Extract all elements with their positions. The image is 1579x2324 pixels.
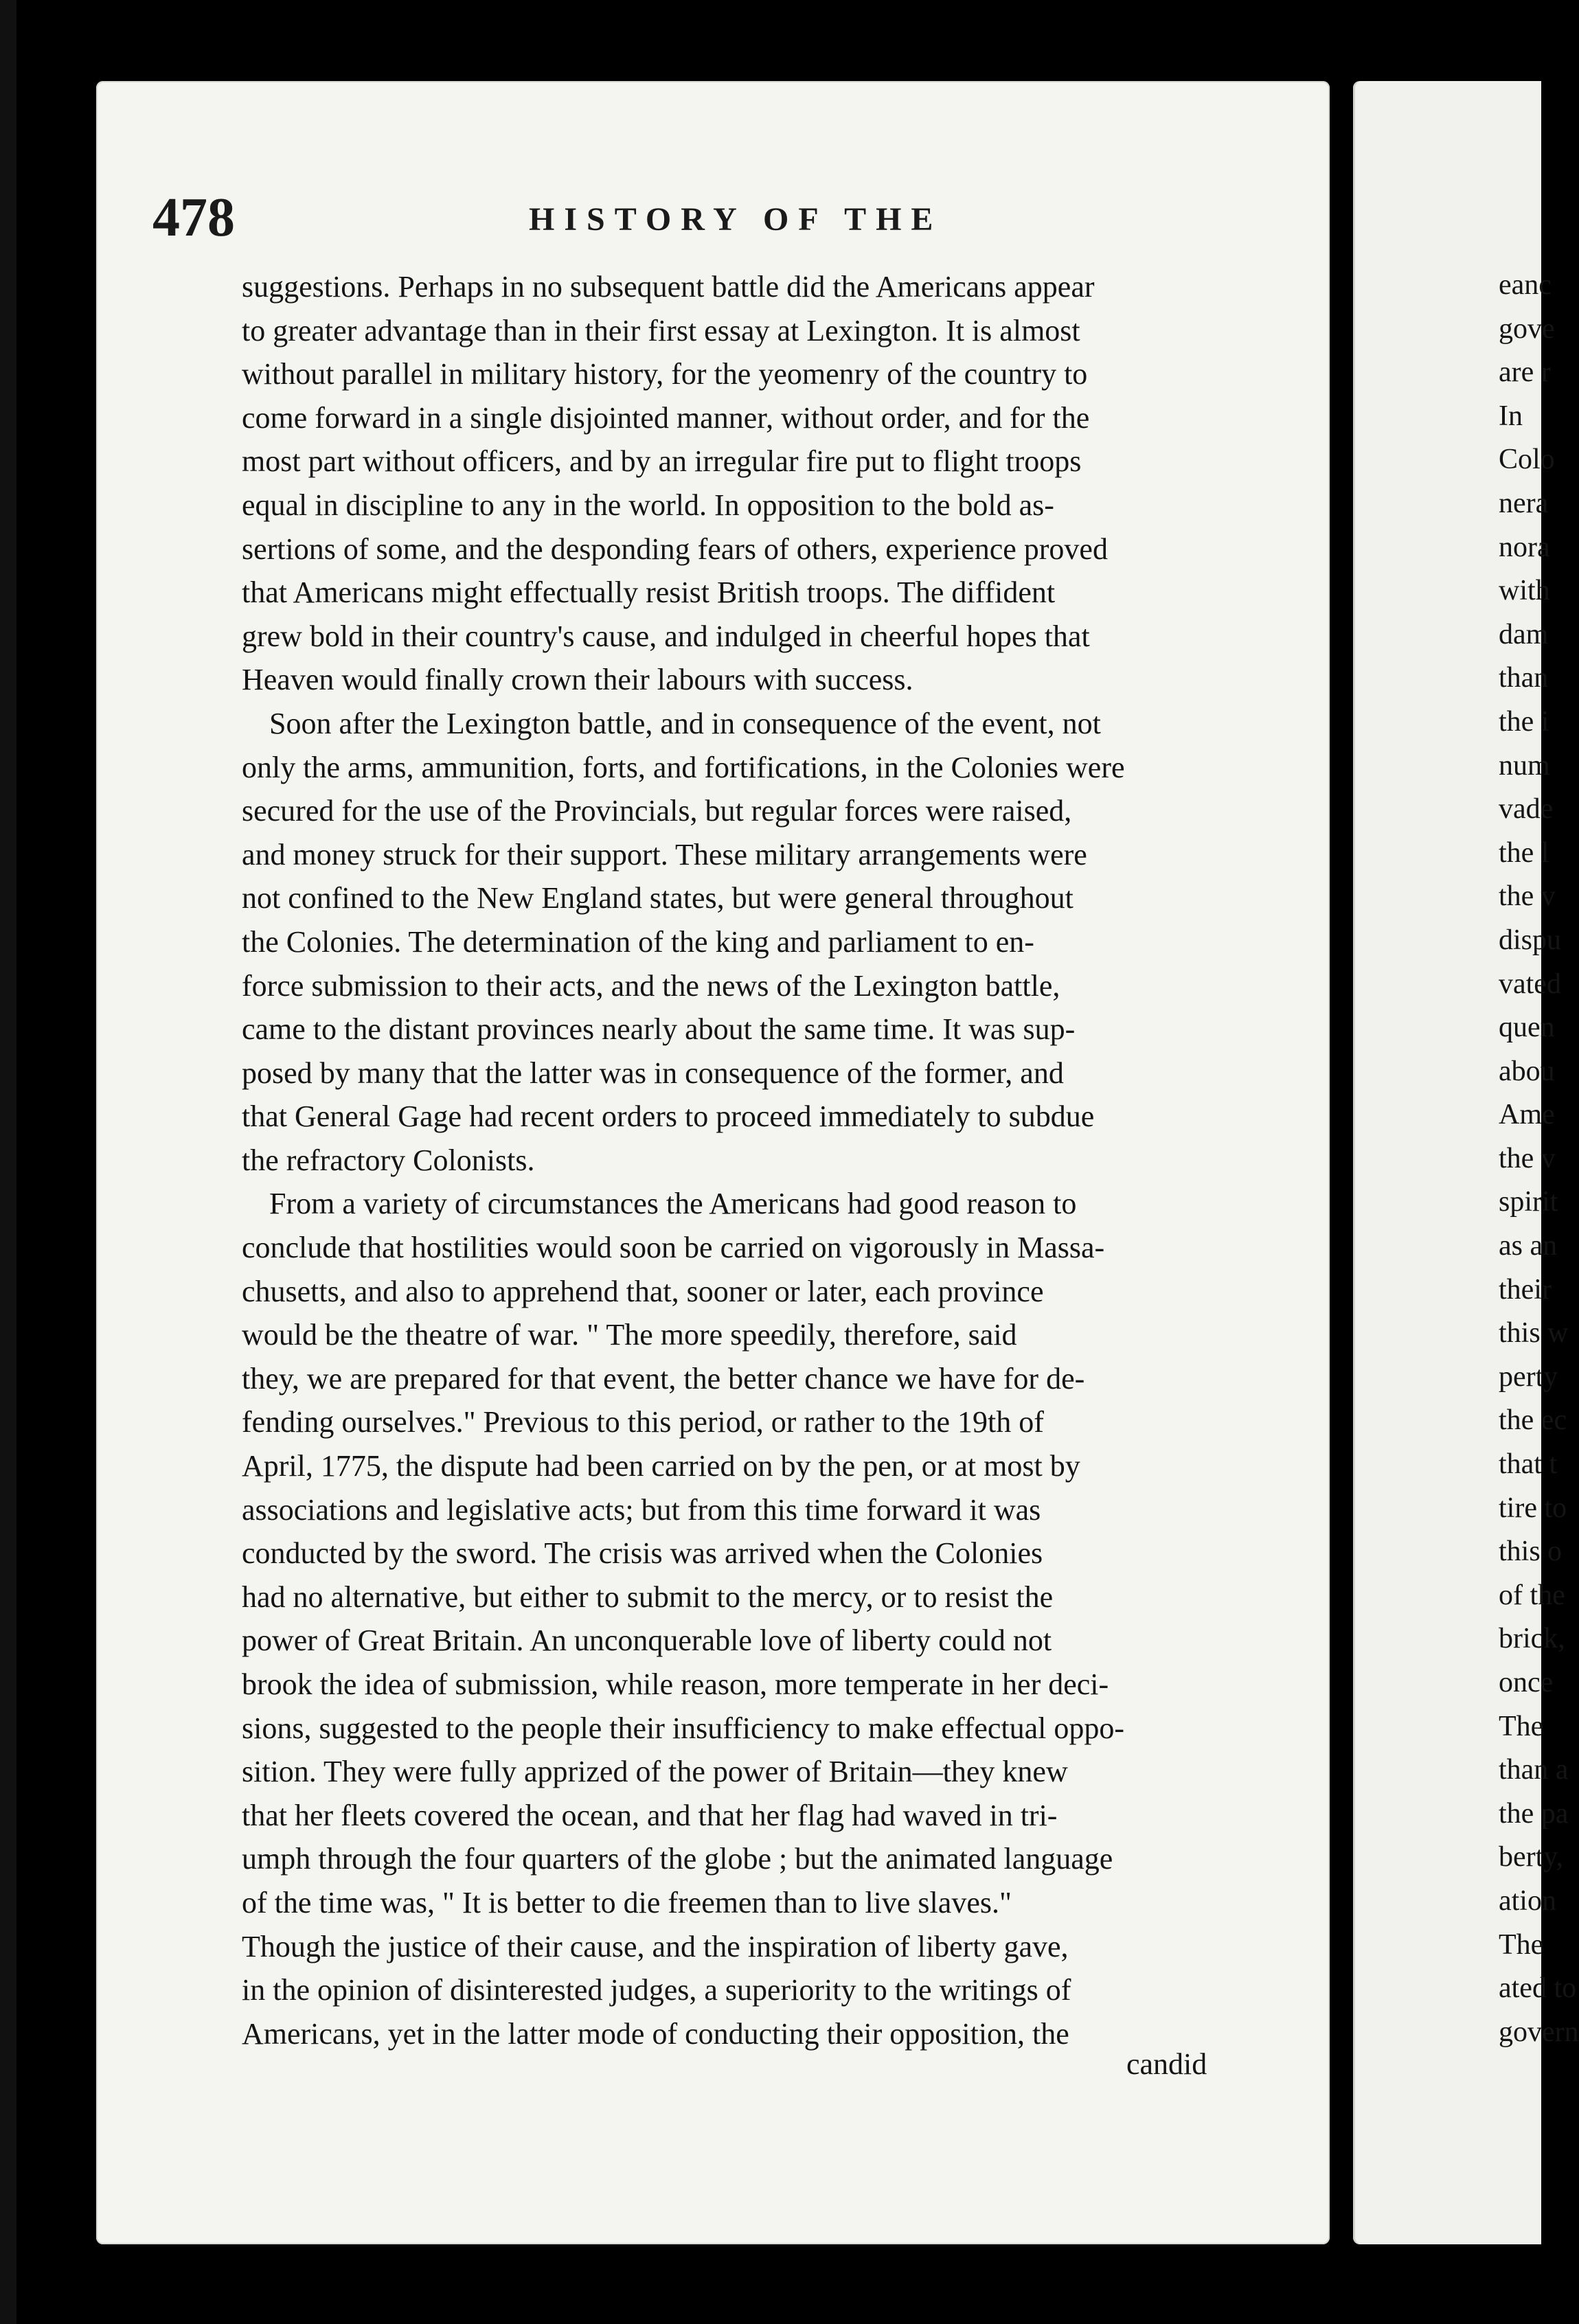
right-page-fragment: the pa (1499, 1797, 1569, 1830)
text-line: Americans, yet in the latter mode of conducting their opposition, the (242, 2016, 1069, 2051)
text-line: the refractory Colonists. (242, 1143, 535, 1177)
right-page-fragment: that t (1499, 1448, 1558, 1481)
text-line: power of Great Britain. An unconquerable love of liberty could not (242, 1624, 1052, 1658)
right-page-fragment: ated to (1499, 1972, 1577, 2005)
text-line: not confined to the New England states, but were general throughout (242, 881, 1074, 915)
right-page-fragment: this o (1499, 1536, 1563, 1568)
text-line: only the arms, ammunition, forts, and fortifications, in the Colonies were (242, 750, 1125, 784)
paragraph-start-line: Soon after the Lexington battle, and in consequence of the event, not (269, 706, 1101, 740)
right-page-fragment: vade (1499, 793, 1554, 825)
text-line: equal in discipline to any in the world. In opposition to the bold as- (242, 488, 1054, 522)
text-line: the Colonies. The determination of the king and parliament to en- (242, 924, 1034, 959)
text-line: they, we are prepared for that event, the better chance we have for de- (242, 1361, 1085, 1395)
text-line: brook the idea of submission, while reason, more temperate in her deci- (242, 1667, 1109, 1701)
right-page-text-fragments (1499, 264, 1579, 2054)
text-line: to greater advantage than in their first essay at Lexington. It is almost (242, 313, 1080, 348)
right-page-fragment: Ame (1499, 1099, 1555, 1131)
running-head: HISTORY OF THE (529, 201, 943, 238)
right-page-fragment: tire to (1499, 1492, 1567, 1524)
right-page-fragment: than (1499, 662, 1549, 694)
right-page-fragment: spirit (1499, 1186, 1558, 1218)
text-line: Heaven would finally crown their labours with success. (242, 663, 913, 697)
right-page-fragment: quen (1499, 1012, 1555, 1044)
text-line: chusetts, and also to apprehend that, sooner or later, each province (242, 1274, 1044, 1308)
text-line: without parallel in military history, for the yeomenry of the country to (242, 357, 1088, 391)
text-line: sions, suggested to the people their insufficiency to make effectual oppo- (242, 1711, 1125, 1745)
right-page-fragment: as an (1499, 1230, 1558, 1262)
text-line: posed by many that the latter was in consequence of the former, and (242, 1056, 1064, 1090)
text-line: umph through the four quarters of the globe ; but the animated language (242, 1842, 1113, 1876)
right-page-fragment: of the (1499, 1579, 1565, 1611)
right-page-fragment: with (1499, 575, 1550, 607)
right-page-fragment: the v (1499, 1142, 1556, 1174)
text-line: of the time was, " It is better to die freemen than to live slaves." (242, 1885, 1012, 1919)
right-page-fragment: the v (1499, 880, 1556, 913)
text-line: secured for the use of the Provincials, but regular forces were raised, (242, 794, 1072, 828)
text-line: Though the justice of their cause, and the inspiration of liberty gave, (242, 1929, 1069, 1963)
page-header (152, 187, 1224, 249)
text-line: sertions of some, and the desponding fears of others, experience proved (242, 532, 1108, 566)
text-line: force submission to their acts, and the news of the Lexington battle, (242, 968, 1060, 1003)
right-page-fragment: the l (1499, 836, 1549, 869)
right-page-fragment: vated (1499, 968, 1561, 1000)
text-line: that her fleets covered the ocean, and that her flag had waved in tri- (242, 1798, 1058, 1832)
text-line: April, 1775, the dispute had been carried on by the pen, or at most by (242, 1449, 1080, 1483)
right-page-fragment: gove (1499, 312, 1555, 345)
right-page-fragment: the ec (1499, 1404, 1567, 1437)
right-page-fragment: nora (1499, 531, 1550, 563)
right-page-fragment: dam (1499, 618, 1549, 650)
right-page-fragment: this w (1499, 1317, 1569, 1349)
right-page-fragment: than a (1499, 1754, 1569, 1786)
right-page-fragment: govern (1499, 2016, 1579, 2048)
scan-left-edge (0, 0, 16, 2324)
text-line: that Americans might effectually resist British troops. The diffident (242, 576, 1056, 610)
right-page-fragment: brick, (1499, 1623, 1565, 1655)
right-page-fragment: the i (1499, 705, 1549, 738)
text-line: come forward in a single disjointed manner, without order, and for the (242, 400, 1090, 435)
text-line: had no alternative, but either to submit to the mercy, or to resist the (242, 1580, 1054, 1614)
right-page-fragment: perty (1499, 1360, 1558, 1393)
text-line: would be the theatre of war. " The more speedily, therefore, said (242, 1318, 1017, 1352)
catchword: candid (1126, 2047, 1207, 2081)
right-page-fragment: ation (1499, 1884, 1556, 1917)
text-line: conducted by the sword. The crisis was arrived when the Colonies (242, 1536, 1043, 1571)
text-line: conclude that hostilities would soon be carried on vigorously in Massa- (242, 1231, 1105, 1265)
text-line: and money struck for their support. These military arrangements were (242, 837, 1087, 872)
text-line: most part without officers, and by an irregular fire put to flight troops (242, 444, 1082, 479)
right-page-fragment: The (1499, 1928, 1544, 1961)
text-line: suggestions. Perhaps in no subsequent battle did the Americans appear (242, 270, 1095, 304)
page-body-text (242, 265, 1217, 2055)
right-page-fragment: are r (1499, 356, 1551, 389)
right-page-fragment: their (1499, 1273, 1552, 1306)
text-line: in the opinion of disinterested judges, a superiority to the writings of (242, 1973, 1071, 2007)
right-page-fragment: nera (1499, 487, 1549, 519)
text-line: that General Gage had recent orders to proceed immediately to subdue (242, 1100, 1095, 1134)
text-line: sition. They were fully apprized of the power of Britain—they knew (242, 1755, 1068, 1789)
right-page-fragment: dispu (1499, 924, 1562, 956)
text-line: associations and legislative acts; but from this time forward it was (242, 1492, 1041, 1527)
text-line: fending ourselves." Previous to this period, or rather to the 19th of (242, 1405, 1044, 1439)
page-number: 478 (152, 187, 235, 248)
right-page-fragment: abou (1499, 1055, 1555, 1087)
text-line: came to the distant provinces nearly about the same time. It was sup- (242, 1012, 1076, 1047)
right-page-fragment: num (1499, 749, 1550, 782)
right-page-fragment: Colo (1499, 444, 1555, 476)
paragraph-start-line: From a variety of circumstances the Americans had good reason to (269, 1187, 1077, 1221)
right-page-fragment: The (1499, 1710, 1544, 1742)
right-page-fragment: eanc (1499, 269, 1552, 301)
right-page-fragment: In (1499, 400, 1523, 432)
right-page-fragment: once (1499, 1667, 1554, 1698)
right-page-fragment: berty, (1499, 1841, 1564, 1873)
text-line: grew bold in their country's cause, and indulged in cheerful hopes that (242, 619, 1090, 653)
